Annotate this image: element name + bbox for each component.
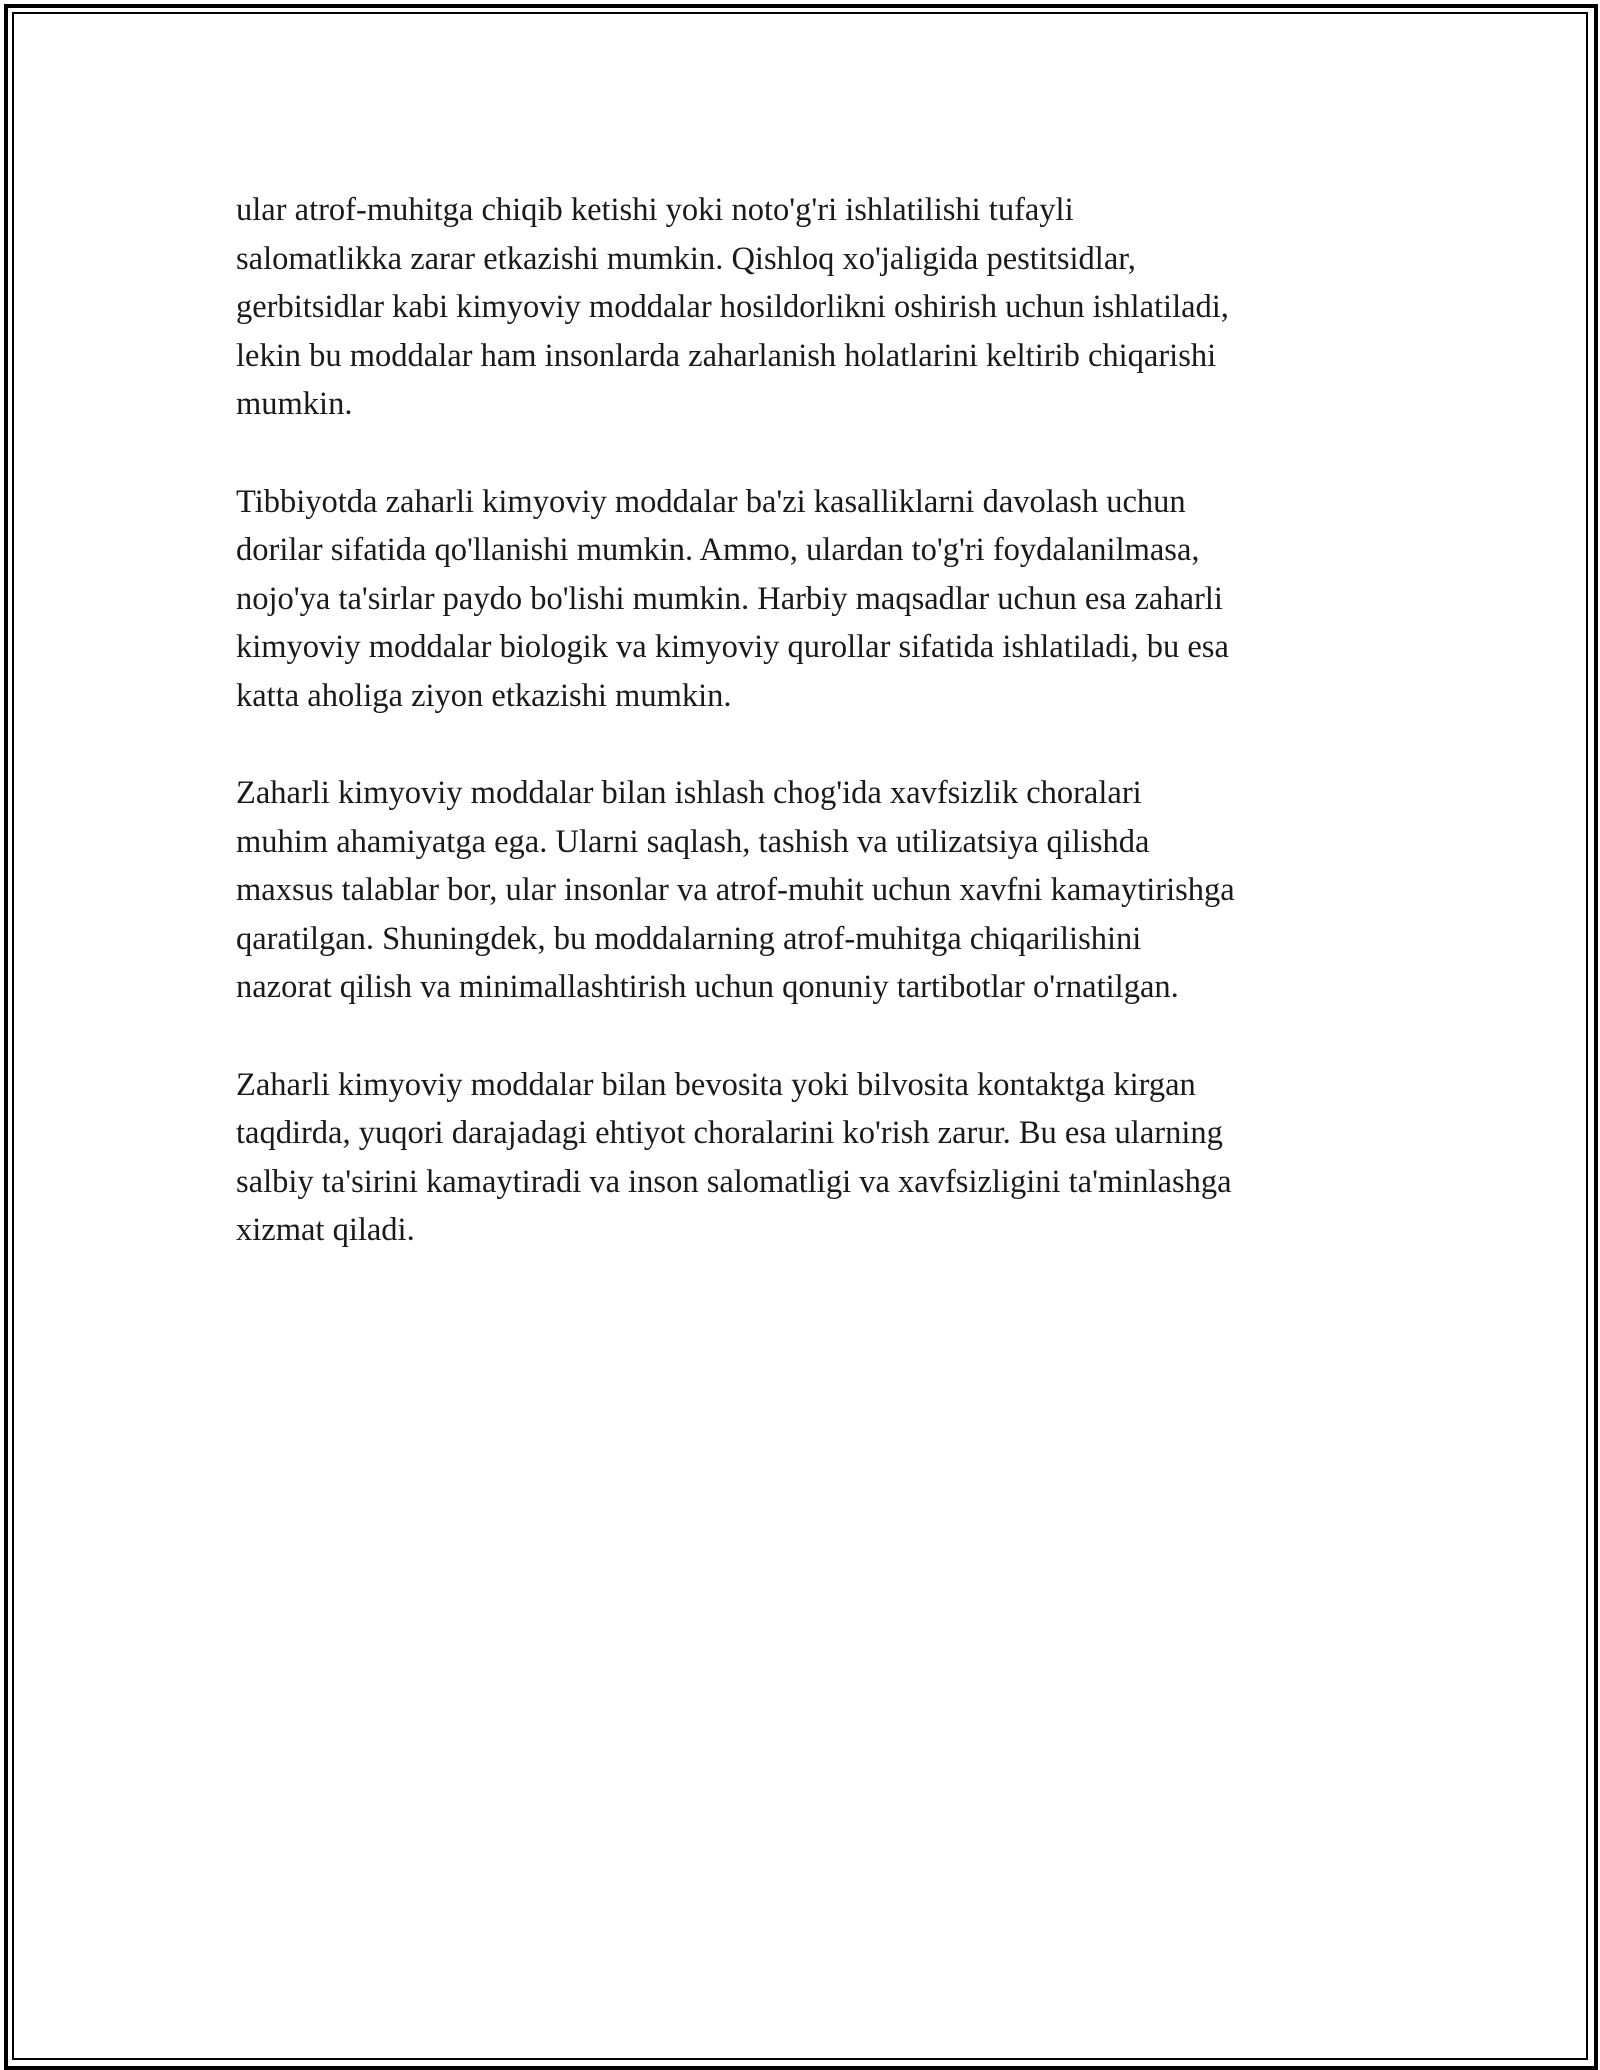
- paragraph-4: Zaharli kimyoviy moddalar bilan bevosita yoki bilvosita kontaktga kirgan taqdirda, yuqori darajadagi ehtiyot choralarini ko'rish zarur. Bu esa ularning salbiy ta'sirini kamaytiradi va inson salomatligi va xavfsizligini ta'minlashga xizmat qiladi.: [236, 1066, 1232, 1248]
- document-body: [236, 186, 1376, 1304]
- paragraph-3: Zaharli kimyoviy moddalar bilan ishlash chog'ida xavfsizlik choralari muhim ahamiyatga ega. Ularni saqlash, tashish va utilizatsiya qilishda maxsus talablar bor, ular insonlar va atrof-muhit uchun xavfni kamaytirishga qaratilgan. Shuningdek, bu moddalarning atrof-muhitga chiqarilishini nazorat qilish va minimallashtirish uchun qonuniy tartibotlar o'rnatilgan.: [236, 775, 1235, 1005]
- paragraph-1: ular atrof-muhitga chiqib ketishi yoki noto'g'ri ishlatilishi tufayli salomatlikka zarar etkazishi mumkin. Qishloq xo'jaligida pestitsidlar, gerbitsidlar kabi kimyoviy moddalar hosildorlikni oshirish uchun ishlatiladi, lekin bu moddalar ham insonlarda zaharlanish holatlarini keltirib chiqarishi mumkin.: [236, 192, 1229, 422]
- paragraph-2: Tibbiyotda zaharli kimyoviy moddalar ba'zi kasalliklarni davolash uchun dorilar sifatida qo'llanishi mumkin. Ammo, ulardan to'g'ri foydalanilmasa, nojo'ya ta'sirlar paydo bo'lishi mumkin. Harbiy maqsadlar uchun esa zaharli kimyoviy moddalar biologik va kimyoviy qurollar sifatida ishlatiladi, bu esa katta aholiga ziyon etkazishi mumkin.: [236, 483, 1229, 714]
